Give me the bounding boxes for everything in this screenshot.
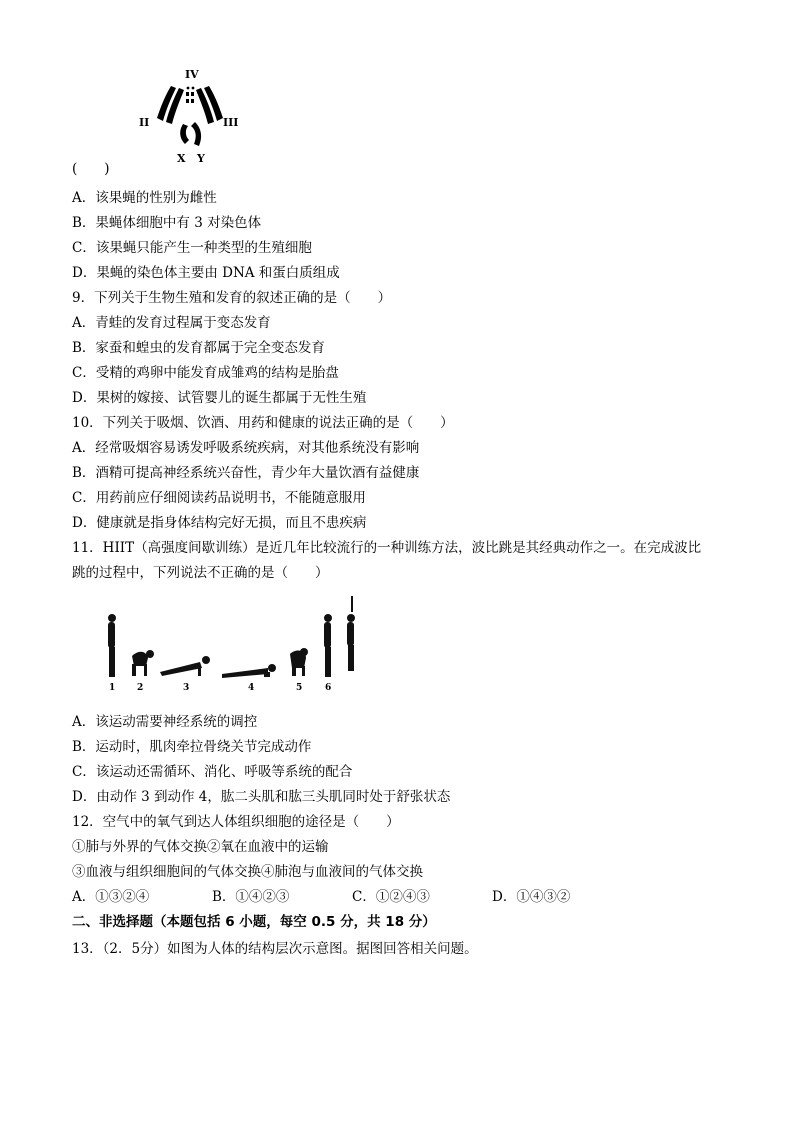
q11-stem-line2: 跳的过程中，下列说法不正确的是（ ） xyxy=(72,565,329,581)
q8-answer-bracket: ( ) xyxy=(72,161,110,177)
q12-items-line1: ①肺与外界的气体交换②氧在血液中的运输 xyxy=(72,839,329,855)
q11-stem-line1: 11．HIIT（高强度间歇训练）是近几年比较流行的一种训练方法，波比跳是其经典动作之一。在完成波比 xyxy=(72,540,702,556)
burpee-number-2: 2 xyxy=(137,683,144,693)
burpee-number-1: 1 xyxy=(109,683,116,693)
q10-option-a: A．经常吸烟容易诱发呼吸系统疾病，对其他系统没有影响 xyxy=(72,440,420,456)
chromosome-iii xyxy=(196,86,223,124)
burpee-pose-5 xyxy=(290,648,308,676)
burpee-pose-6 xyxy=(324,614,332,677)
q13-stem: 13．（2．5分）如图为人体的结构层次示意图。据图回答相关问题。 xyxy=(72,941,478,957)
burpee-pose-3 xyxy=(160,656,210,676)
burpee-figure xyxy=(100,592,365,694)
q10-option-c: C．用药前应仔细阅读药品说明书，不能随意服用 xyxy=(72,490,366,506)
chromosome-label-iii: III xyxy=(223,116,239,129)
chromosome-label-y: Y xyxy=(197,152,205,164)
q12-option-b: B．①④②③ xyxy=(212,889,290,905)
q9-option-c: C．受精的鸡卵中能发育成雏鸡的结构是胎盘 xyxy=(72,365,339,381)
burpee-number-5: 5 xyxy=(296,683,303,693)
chromosome-figure xyxy=(135,66,250,164)
burpee-number-4: 4 xyxy=(248,683,255,693)
q11-option-a: A．该运动需要神经系统的调控 xyxy=(72,714,258,730)
burpee-number-3: 3 xyxy=(183,683,190,693)
q12-option-a: A．①③②④ xyxy=(72,889,150,905)
burpee-pose-4 xyxy=(222,664,276,678)
q10-option-d: D．健康就是指身体结构完好无损，而且不患疾病 xyxy=(72,515,367,531)
q8-option-d: D．果蝇的染色体主要由 DNA 和蛋白质组成 xyxy=(72,265,340,281)
q9-option-b: B．家蚕和蝗虫的发育都属于完全变态发育 xyxy=(72,340,325,356)
chromosome-label-ii: II xyxy=(139,116,150,129)
q8-option-b: B．果蝇体细胞中有 3 对染色体 xyxy=(72,215,262,231)
q11-option-c: C．该运动还需循环、消化、呼吸等系统的配合 xyxy=(72,764,353,780)
q8-option-c: C．该果蝇只能产生一种类型的生殖细胞 xyxy=(72,240,312,256)
q10-option-b: B．酒精可提高神经系统兴奋性，青少年大量饮酒有益健康 xyxy=(72,465,420,481)
q9-stem: 9．下列关于生物生殖和发育的叙述正确的是（ ） xyxy=(72,290,392,306)
section-heading: 二、非选择题（本题包括 6 小题，每空 0.5 分，共 18 分） xyxy=(72,914,436,930)
q10-stem: 10．下列关于吸烟、饮酒、用药和健康的说法正确的是（ ） xyxy=(72,415,454,431)
q9-option-a: A．青蛙的发育过程属于变态发育 xyxy=(72,315,271,331)
chromosome-xy xyxy=(180,122,201,146)
q12-option-c: C．①②④③ xyxy=(352,889,430,905)
q9-option-d: D．果树的嫁接、试管婴儿的诞生都属于无性生殖 xyxy=(72,390,367,406)
burpee-pose-2 xyxy=(132,650,154,676)
chromosome-label-x: X xyxy=(177,152,186,164)
q11-option-b: B．运动时，肌肉牵拉骨绕关节完成动作 xyxy=(72,739,312,755)
q12-items-line2: ③血液与组织细胞间的气体交换④肺泡与血液间的气体交换 xyxy=(72,864,423,880)
burpee-pose-jump xyxy=(347,596,355,671)
burpee-number-6: 6 xyxy=(325,683,332,693)
q8-option-a: A．该果蝇的性别为雌性 xyxy=(72,190,217,206)
q12-option-d: D．①④③② xyxy=(492,889,571,905)
q11-option-d: D．由动作 3 到动作 4，肱二头肌和肱三头肌同时处于舒张状态 xyxy=(72,789,451,805)
chromosome-iv xyxy=(186,87,194,103)
q12-stem: 12．空气中的氧气到达人体组织细胞的途径是（ ） xyxy=(72,814,400,830)
chromosome-ii xyxy=(157,86,184,124)
burpee-pose-1 xyxy=(108,614,116,677)
chromosome-label-iv: IV xyxy=(185,68,199,81)
